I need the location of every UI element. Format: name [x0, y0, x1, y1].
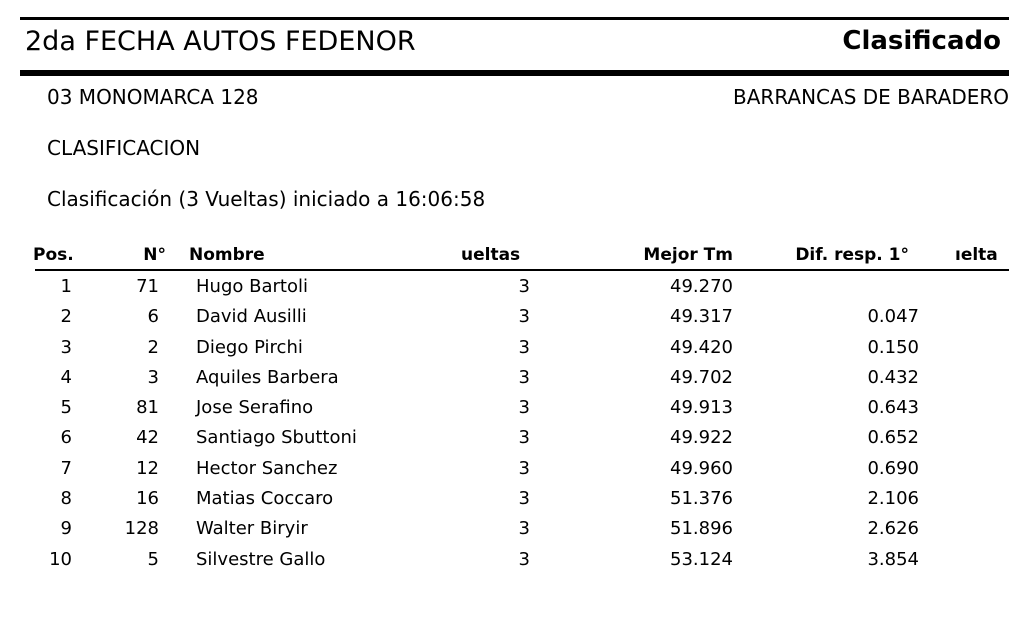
table-row: [0, 363, 1009, 393]
table-row: [0, 484, 1009, 514]
cell-best-time: 49.922: [670, 427, 733, 449]
cell-pos: 4: [60, 366, 72, 388]
cell-number: 2: [147, 336, 159, 358]
column-header-number: N°: [143, 245, 166, 265]
cell-pos: 9: [60, 518, 72, 540]
cell-laps: 3: [518, 488, 530, 510]
cell-best-time: 51.896: [670, 518, 733, 540]
cell-diff: 0.150: [867, 336, 919, 358]
category-label: 03 MONOMARCA 128: [47, 85, 259, 109]
session-info: Clasificación (3 Vueltas) iniciado a 16:06:58: [47, 187, 486, 211]
cell-name: Hugo Bartoli: [196, 276, 308, 297]
column-header-name: Nombre: [189, 245, 265, 265]
table-row: [0, 454, 1009, 484]
status-label: Clasificado: [842, 26, 1001, 56]
cell-pos: 5: [60, 397, 72, 419]
cell-laps: 3: [518, 518, 530, 540]
page-title: 2da FECHA AUTOS FEDENOR: [25, 26, 416, 57]
cell-best-time: 49.913: [670, 397, 733, 419]
table-row: [0, 514, 1009, 544]
cell-diff: 2.626: [867, 518, 919, 540]
cell-pos: 2: [60, 306, 72, 328]
cell-laps: 3: [518, 457, 530, 479]
cell-number: 81: [136, 397, 159, 419]
results-table-body: [0, 272, 1009, 575]
column-header-best-time: Mejor Tm: [643, 245, 733, 265]
cell-diff: 0.643: [867, 397, 919, 419]
cell-best-time: 49.702: [670, 366, 733, 388]
cell-best-time: 49.270: [670, 276, 733, 297]
cell-laps: 3: [518, 276, 530, 297]
top-rule: [20, 17, 1009, 20]
cell-name: Matias Coccaro: [196, 488, 334, 510]
cell-diff: 0.690: [867, 457, 919, 479]
cell-best-time: 51.376: [670, 488, 733, 510]
cell-number: 6: [147, 306, 159, 328]
session-label: CLASIFICACION: [47, 136, 201, 160]
column-header-lap: ıelta: [955, 245, 998, 265]
table-row: [0, 423, 1009, 453]
cell-laps: 3: [518, 336, 530, 358]
cell-laps: 3: [518, 548, 530, 570]
cell-laps: 3: [518, 397, 530, 419]
cell-diff: 3.854: [867, 548, 919, 570]
cell-laps: 3: [518, 306, 530, 328]
cell-number: 12: [136, 457, 159, 479]
cell-best-time: 49.317: [670, 306, 733, 328]
cell-name: Diego Pirchi: [196, 336, 303, 358]
cell-number: 71: [136, 276, 159, 297]
column-header-diff: Dif. resp. 1°: [795, 245, 909, 265]
table-row: [0, 333, 1009, 363]
cell-pos: 6: [60, 427, 72, 449]
cell-name: Aquiles Barbera: [196, 366, 339, 388]
cell-number: 5: [147, 548, 159, 570]
cell-diff: 0.432: [867, 366, 919, 388]
cell-pos: 7: [60, 457, 72, 479]
cell-pos: 10: [49, 548, 72, 570]
column-header-pos: Pos.: [33, 245, 74, 265]
cell-number: 128: [124, 518, 159, 540]
cell-laps: 3: [518, 427, 530, 449]
header-divider: [20, 70, 1009, 76]
cell-number: 42: [136, 427, 159, 449]
cell-best-time: 49.420: [670, 336, 733, 358]
cell-pos: 1: [60, 276, 72, 297]
cell-diff: 0.652: [867, 427, 919, 449]
cell-diff: 2.106: [867, 488, 919, 510]
table-row: [0, 393, 1009, 423]
cell-name: David Ausilli: [196, 306, 307, 328]
cell-pos: 8: [60, 488, 72, 510]
venue-label: BARRANCAS DE BARADERO: [733, 85, 1009, 109]
cell-number: 3: [147, 366, 159, 388]
cell-name: Santiago Sbuttoni: [196, 427, 357, 449]
cell-number: 16: [136, 488, 159, 510]
cell-laps: 3: [518, 366, 530, 388]
cell-name: Jose Serafino: [196, 397, 314, 419]
table-header-rule: [35, 269, 1009, 271]
cell-name: Walter Biryir: [196, 518, 308, 540]
table-header: [0, 243, 1009, 267]
table-row: [0, 545, 1009, 575]
cell-pos: 3: [60, 336, 72, 358]
cell-best-time: 53.124: [670, 548, 733, 570]
table-row: [0, 272, 1009, 302]
cell-diff: 0.047: [867, 306, 919, 328]
column-header-laps: ueltas: [461, 245, 521, 265]
cell-name: Hector Sanchez: [196, 457, 338, 479]
cell-name: Silvestre Gallo: [196, 548, 326, 570]
cell-best-time: 49.960: [670, 457, 733, 479]
table-row: [0, 302, 1009, 332]
